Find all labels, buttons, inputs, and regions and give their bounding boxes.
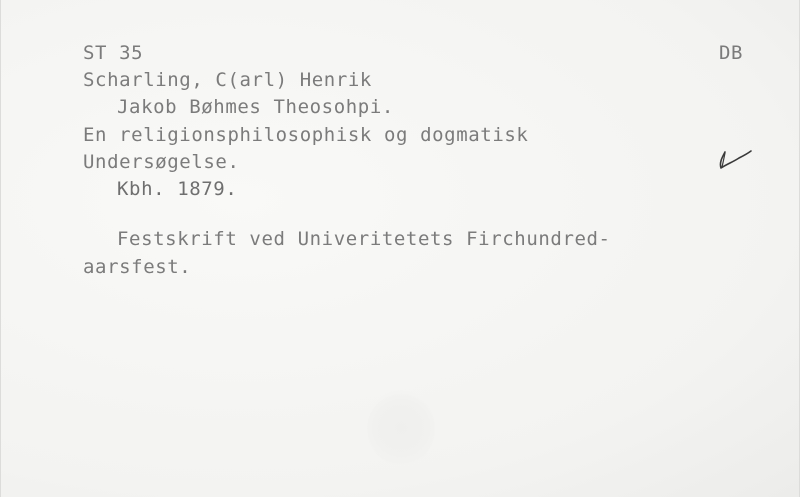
imprint-line: Kbh. 1879. [117, 178, 238, 200]
author-line: Scharling, C(arl) Henrik [83, 69, 372, 91]
note-line-2: aarsfest. [83, 256, 192, 278]
call-number: ST 35 [83, 42, 144, 64]
handwritten-check-icon [705, 140, 755, 176]
title-line: Jakob Bøhmes Theosohpi. [117, 96, 394, 118]
subtitle-line-1: En religionsphilosophisk og dogmatisk [83, 124, 529, 146]
subtitle-line-2: Undersøgelse. [83, 151, 240, 173]
card-punch-hole [367, 390, 435, 466]
location-code: DB [719, 42, 744, 64]
note-line-1: Festskrift ved Univeritetets Firchundred- [117, 228, 611, 250]
